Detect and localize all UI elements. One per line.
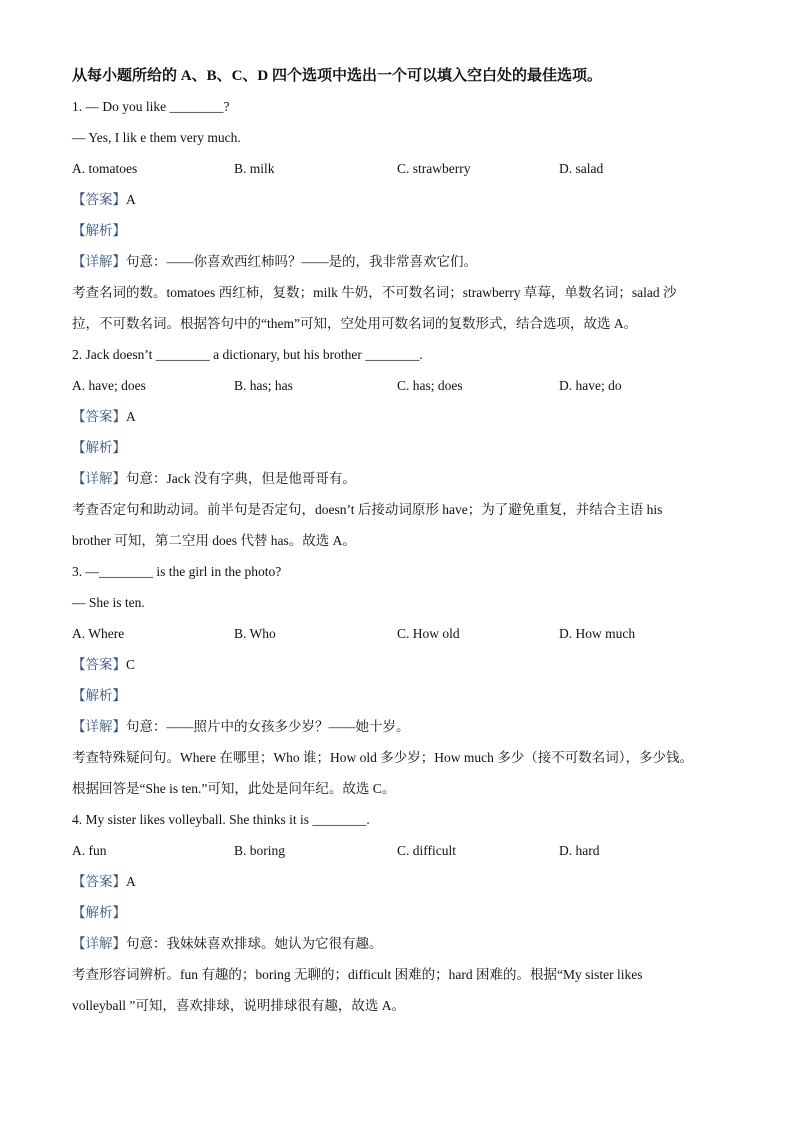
- option-d: D. How much: [559, 626, 636, 641]
- answer-tag: 【答案】: [72, 657, 126, 672]
- option-c: C. difficult: [397, 843, 456, 858]
- question-stem: 1. — Do you like ________?: [72, 99, 230, 114]
- option-a: A. have; does: [72, 378, 146, 393]
- answer-value: A: [126, 409, 136, 424]
- question-1: [72, 95, 732, 343]
- detail-text: 拉，不可数名词。根据答句中的“them”可知，空处用可数名词的复数形式，结合选项，故选 A。: [72, 316, 638, 331]
- answer-line: [72, 870, 732, 901]
- question-3: [72, 560, 732, 808]
- detail-text: 句意：——照片中的女孩多少岁？——她十岁。: [126, 719, 410, 734]
- analysis-tag: 【解析】: [72, 440, 126, 455]
- detail-text: 考查形容词辨析。fun 有趣的；boring 无聊的；difficult 困难的；hard 困难的。根据“My sister likes: [72, 967, 643, 982]
- option-d: D. hard: [559, 843, 600, 858]
- answer-value: A: [126, 874, 136, 889]
- option-d: D. salad: [559, 161, 604, 176]
- detail-line: [72, 715, 732, 746]
- detail-text: 根据回答是“She is ten.”可知，此处是问年纪。故选 C。: [72, 781, 396, 796]
- analysis-tag: 【解析】: [72, 223, 126, 238]
- analysis-line: [72, 684, 732, 715]
- option-c: C. How old: [397, 626, 460, 641]
- option-b: B. Who: [234, 626, 276, 641]
- answer-tag: 【答案】: [72, 874, 126, 889]
- question-2: [72, 343, 732, 560]
- option-b: B. boring: [234, 843, 286, 858]
- answer-line: [72, 188, 732, 219]
- analysis-tag: 【解析】: [72, 688, 126, 703]
- option-c: C. strawberry: [397, 161, 471, 176]
- section-instruction: 从每小题所给的 A、B、C、D 四个选项中选出一个可以填入空白处的最佳选项。: [72, 68, 603, 84]
- detail-line: [72, 467, 732, 498]
- detail-text: 句意：——你喜欢西红柿吗？——是的，我非常喜欢它们。: [126, 254, 477, 269]
- answer-line: [72, 405, 732, 436]
- detail-line: [72, 250, 732, 281]
- detail-line: [72, 932, 732, 963]
- analysis-line: [72, 436, 732, 467]
- analysis-tag: 【解析】: [72, 905, 126, 920]
- answer-value: C: [126, 657, 136, 672]
- analysis-line: [72, 901, 732, 932]
- answer-tag: 【答案】: [72, 192, 126, 207]
- question-4: [72, 808, 732, 1025]
- question-stem: 4. My sister likes volleyball. She thinks it is ________.: [72, 812, 370, 827]
- option-row: [72, 374, 732, 405]
- detail-text: 句意：我妹妹喜欢排球。她认为它很有趣。: [126, 936, 383, 951]
- option-c: C. has; does: [397, 378, 463, 393]
- detail-tag: 【详解】: [72, 254, 126, 269]
- detail-text: 考查特殊疑问句。Where 在哪里；Who 谁；How old 多少岁；How much 多少（接不可数名词），多少钱。: [72, 750, 693, 765]
- question-stem: 3. —________ is the girl in the photo?: [72, 564, 282, 579]
- answer-tag: 【答案】: [72, 409, 126, 424]
- detail-text: 考查否定句和助动词。前半句是否定句，doesn’t 后接动词原形 have；为了避免重复，并结合主语 his: [72, 502, 663, 517]
- detail-text: 句意：Jack 没有字典，但是他哥哥有。: [126, 471, 356, 486]
- question-stem: 2. Jack doesn’t ________ a dictionary, but his brother ________.: [72, 347, 423, 362]
- analysis-line: [72, 219, 732, 250]
- detail-tag: 【详解】: [72, 936, 126, 951]
- option-row: [72, 839, 732, 870]
- option-d: D. have; do: [559, 378, 622, 393]
- detail-text: 考查名词的数。tomatoes 西红柿，复数；milk 牛奶，不可数名词；strawberry 草莓，单数名词；salad 沙: [72, 285, 677, 300]
- detail-tag: 【详解】: [72, 471, 126, 486]
- question-response: — Yes, I lik e them very much.: [72, 130, 241, 145]
- detail-text: volleyball ”可知，喜欢排球，说明排球很有趣，故选 A。: [72, 998, 405, 1013]
- answer-line: [72, 653, 732, 684]
- option-a: A. Where: [72, 626, 125, 641]
- document-page: [72, 64, 732, 1025]
- option-row: [72, 622, 732, 653]
- option-a: A. fun: [72, 843, 107, 858]
- detail-tag: 【详解】: [72, 719, 126, 734]
- option-a: A. tomatoes: [72, 161, 138, 176]
- option-b: B. has; has: [234, 378, 293, 393]
- detail-text: brother 可知，第二空用 does 代替 has。故选 A。: [72, 533, 356, 548]
- answer-value: A: [126, 192, 136, 207]
- question-response: — She is ten.: [72, 595, 145, 610]
- option-row: [72, 157, 732, 188]
- option-b: B. milk: [234, 161, 275, 176]
